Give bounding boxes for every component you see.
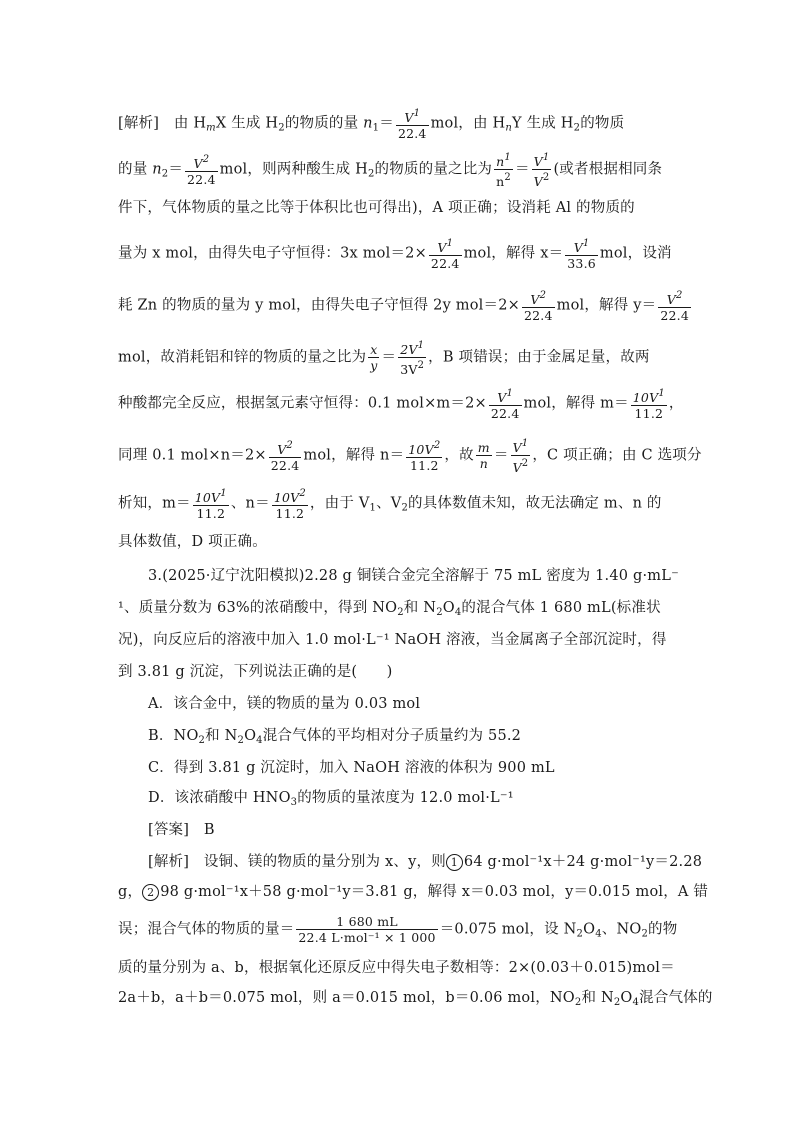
analysis1-line-7: 种酸都完全反应，根据氢元素守恒得：0.1 mol×m＝2× $\frac{V^1}{22.4}$ mol，解得 m＝ $\frac{10V^1}{11.2}$ ， bbox=[118, 388, 684, 421]
fraction-v2-22.4: $\frac{V^2}{22.4}$ bbox=[187, 154, 216, 187]
fraction-x-y: $\frac{x}{y}$ bbox=[370, 342, 378, 373]
fraction-10v1-11.2: $\frac{10V^1}{11.2}$ bbox=[632, 388, 665, 421]
fraction-v1-22.4: $\frac{V^1}{22.4}$ bbox=[430, 238, 460, 271]
fraction-v1-22.4: $\frac{V^1}{22.4}$ bbox=[490, 388, 520, 421]
analysis2-line-4: 质的量分别为 a、b，根据氧化还原反应中得失电子数相等：2×(0.03＋0.015)mol＝ bbox=[118, 960, 675, 976]
analysis-label: [解析] 由 H bbox=[118, 115, 207, 132]
fraction-v2-22.4: $\frac{V^2}{22.4}$ bbox=[270, 440, 300, 473]
option-c: C．得到 3.81 g 沉淀时，加入 NaOH 溶液的体积为 900 mL bbox=[148, 760, 555, 776]
option-a: A．该合金中，镁的物质的量为 0.03 mol bbox=[148, 696, 421, 712]
fraction-v2-22.4: $\frac{V^2}{22.4}$ bbox=[523, 290, 553, 323]
fraction-2v1-3v2: $\frac{2V^1}{3V^2}$ bbox=[400, 340, 425, 377]
analysis1-line-9: 析知，m＝ $\frac{10V^1}{11.2}$ 、n＝ $\frac{10V^2}{11.2}$ ，由于 $V_1$、$V_2$的具体数值未知，故无法确定 m、n 的 bbox=[118, 488, 662, 521]
fraction-gas-moles: $\frac{1 680 mL}{\text{22.4 L·mol⁻¹ × 1 000}}$ bbox=[298, 914, 436, 945]
analysis2-line-1: [解析] 设铜、镁的物质的量分别为 x、y，则 1 64 g·mol⁻¹x＋24 g·mol⁻¹y＝2.28 bbox=[148, 854, 703, 870]
fraction-m-n: $\frac{m}{n}$ bbox=[477, 440, 490, 471]
answer-line bbox=[148, 820, 708, 840]
analysis1-line-8: 同理 0.1 mol×n＝2× $\frac{V^2}{22.4}$ mol，解得 n＝ $\frac{10V^2}{11.2}$ ，故 $\frac{m}{n}$ ＝ $\frac{V^1}{V^2}$ ，C 项正确；由 C 选项分 bbox=[118, 438, 702, 475]
analysis2-line-3: 误；混合气体的物质的量＝ $\frac{1 680 mL}{\text{22.4 L·mol⁻¹ × 1 000}}$ ＝0.075 mol，设 $N_2O_4$、$NO_2$的物 bbox=[118, 914, 678, 945]
answer-value: B bbox=[203, 822, 215, 838]
analysis1-line-3: 件下，气体物质的量之比等于体积比也可得出)，A 项正确；设消耗 Al 的物质的 bbox=[118, 200, 635, 216]
fraction-10v2-11.2: $\frac{10V^2}{11.2}$ bbox=[408, 440, 441, 473]
option-b: B．$NO_2$和 $N_2O_4$混合气体的平均相对分子质量约为 55.2 bbox=[148, 728, 522, 746]
analysis1-line-2: 的量 $n_2=$ $\frac{V^2}{22.4}$ mol，则两种酸生成 $H_2$的物质的量之比为 $\frac{n^1}{n^2}$ ＝ $\frac{V^1}{V^2}$ (或者根据相同条 bbox=[118, 152, 663, 189]
fraction-n1-n2: $\frac{n^1}{n^2}$ bbox=[496, 152, 511, 189]
option-d: D．该浓硝酸中 $HNO_3$的物质的量浓度为 12.0 mol·L⁻¹ bbox=[148, 790, 514, 808]
fraction-v1-v2: $\frac{V^1}{V^2}$ bbox=[533, 152, 550, 189]
question3-stem-3: 况)，向反应后的溶液中加入 1.0 mol·L⁻¹ NaOH 溶液，当金属离子全部沉淀时，得 bbox=[118, 632, 667, 648]
analysis2-line-2: g， 2 98 g·mol⁻¹x＋58 g·mol⁻¹y＝3.81 g，解得 x＝0.03 mol，y＝0.015 mol，A 错 bbox=[118, 884, 709, 900]
analysis1-line-5: 耗 Zn 的物质的量为 y mol，由得失电子守恒得 2y mol＝2× $\frac{V^2}{22.4}$ mol，解得 y＝ $\frac{V^2}{22.4}$ bbox=[118, 290, 689, 323]
question3-stem-1: 3.(2025·辽宁沈阳模拟)2.28 g 铜镁合金完全溶解于 75 mL 密度为 1.40 g·mL⁻ bbox=[148, 568, 679, 584]
fraction-v1-v2: $\frac{V^1}{V^2}$ bbox=[512, 438, 529, 475]
answer-label: [答案] bbox=[148, 822, 190, 838]
analysis1-line-6: mol，故消耗铝和锌的物质的量之比为 $\frac{x}{y}$ ＝ $\frac{2V^1}{3V^2}$ ，B 项错误；由于金属足量，故两 bbox=[118, 340, 650, 377]
fraction-v2-22.4-b: $\frac{V^2}{22.4}$ bbox=[660, 290, 689, 323]
analysis2-line-5: 2a＋b，a＋b＝0.075 mol，则 a＝0.015 mol，b＝0.06 mol，$NO_2$和 $N_2O_4$混合气体的 bbox=[118, 990, 713, 1008]
analysis1-line-1: [解析] 由 $H_mX$ 生成 $H_2$的物质的量 $n_1=$ $\frac{V^1}{22.4}$ mol，由 $H_nY$ 生成 $H_2$的物质 bbox=[118, 108, 625, 141]
circled-number-1: 1 bbox=[446, 854, 463, 871]
analysis1-line-10: 具体数值，D 项正确。 bbox=[118, 534, 267, 550]
question3-stem-4: 到 3.81 g 沉淀，下列说法正确的是( ) bbox=[118, 664, 393, 680]
fraction-v1-33.6: $\frac{V^1}{33.6}$ bbox=[567, 238, 596, 271]
question3-stem-2: ¹、质量分数为 63%的浓硝酸中，得到 $NO_2$和 $N_2O_4$的混合气体 1 680 mL(标准状 bbox=[118, 600, 661, 618]
analysis1-line-4: 量为 x mol，由得失电子守恒得：3x mol＝2× $\frac{V^1}{22.4}$ mol，解得 x＝ $\frac{V^1}{33.6}$ mol，设消 bbox=[118, 238, 672, 271]
fraction-10v2-11.2: $\frac{10V^2}{11.2}$ bbox=[273, 488, 306, 521]
fraction-v1-22.4: $\frac{V^1}{22.4}$ bbox=[397, 108, 427, 141]
fraction-10v1-11.2: $\frac{10V^1}{11.2}$ bbox=[194, 488, 227, 521]
circled-number-2: 2 bbox=[142, 884, 159, 901]
